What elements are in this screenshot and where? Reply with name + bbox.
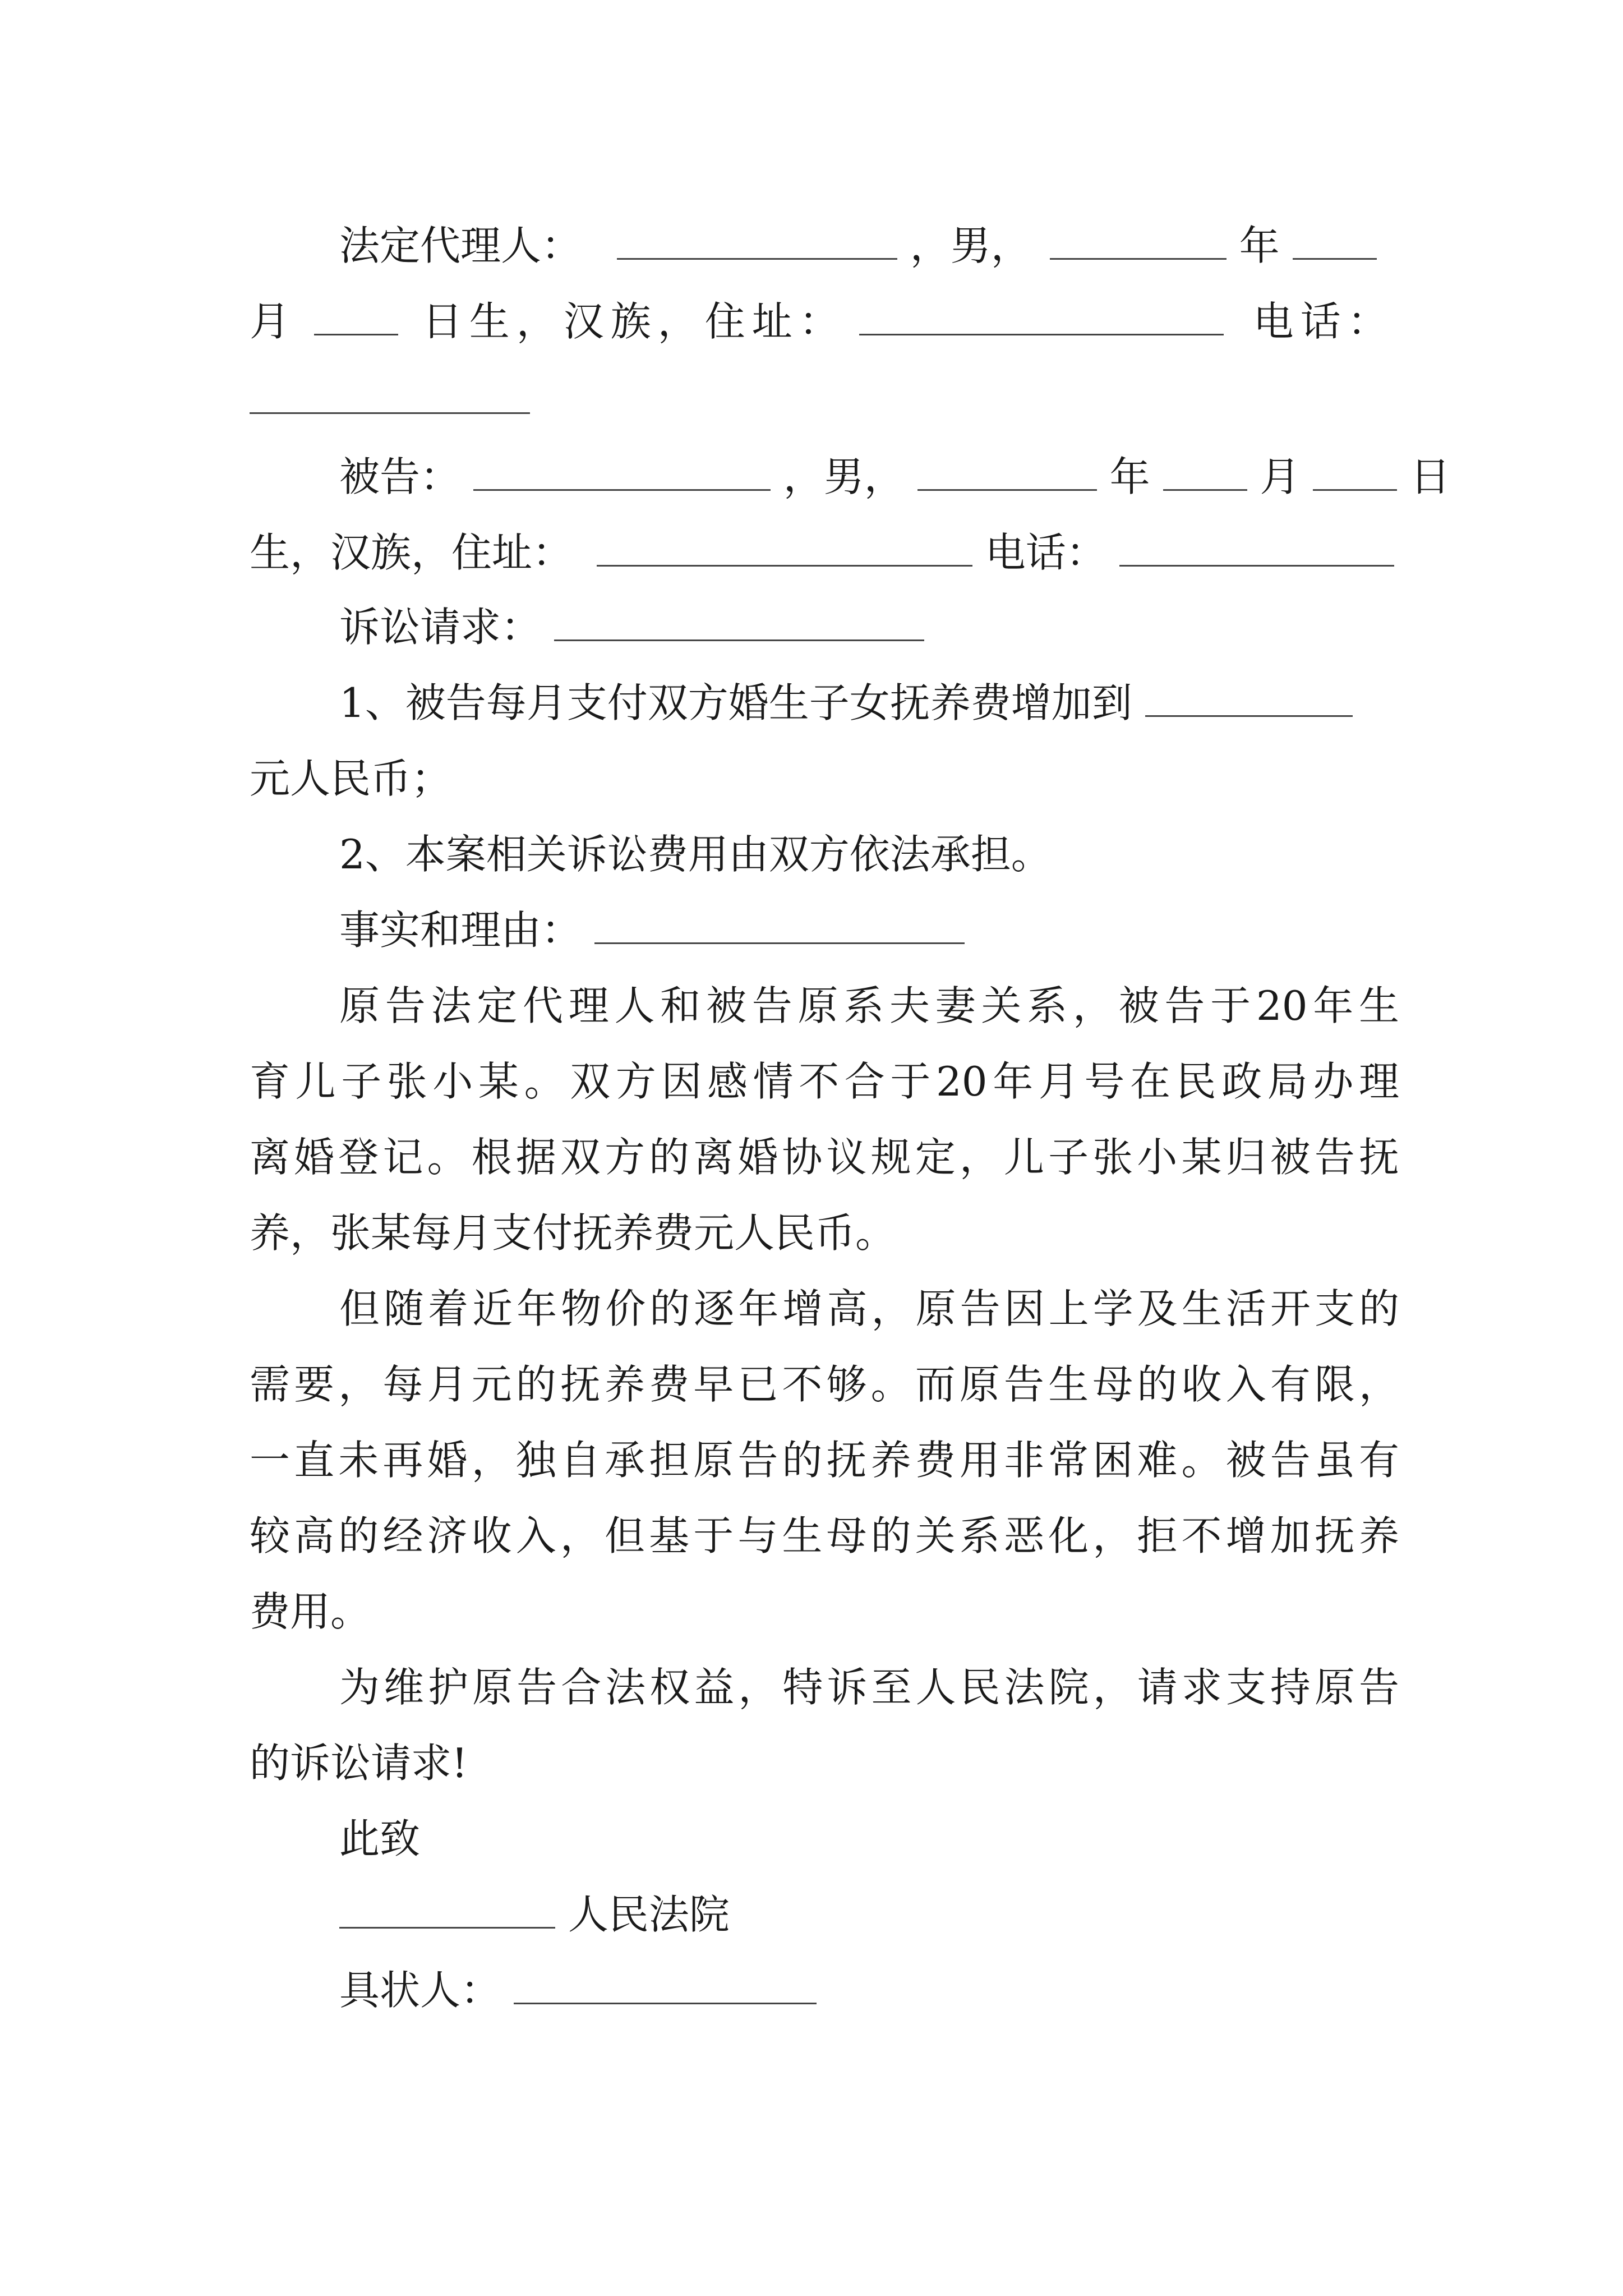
claim-1-amount-blank[interactable] — [1145, 671, 1353, 717]
facts-blank[interactable] — [594, 899, 965, 944]
legal-rep-year-blank[interactable] — [1050, 214, 1227, 260]
legal-rep-month-label: 月 — [250, 298, 291, 345]
claim-1-text: 1、被告每月支付双方婚生子女抚养费增加到 — [339, 679, 1132, 726]
legal-rep-name-blank[interactable] — [617, 214, 897, 260]
closing-salute: 此致 — [339, 1815, 421, 1862]
defendant-month-label: 月 — [1260, 453, 1301, 500]
legal-rep-year-label: 年 — [1239, 222, 1280, 269]
claims-blank[interactable] — [554, 596, 924, 641]
claim-2-text: 2、本案相关诉讼费用由双方依法承担。 — [339, 831, 1052, 878]
legal-rep-sex: ，男， — [910, 222, 1031, 269]
closing-signer-line — [339, 1951, 1399, 2030]
claim-1-unit: 元人民币； — [250, 755, 452, 802]
facts-p1-line: 育儿子张小某。双方因感情不合于20年月号在民政局办理 — [250, 1058, 1399, 1105]
defendant-month-blank[interactable] — [1163, 445, 1247, 491]
facts-p2-line: 费用。 — [250, 1588, 371, 1635]
facts-label: 事实和理由： — [339, 907, 582, 954]
facts-p3-line: 为维护原告合法权益，特诉至人民法院，请求支持原告 — [339, 1664, 1399, 1711]
legal-rep-line-2 — [250, 282, 1399, 361]
facts-p1-line: 养，张某每月支付抚养费元人民币。 — [250, 1209, 896, 1257]
defendant-address-blank[interactable] — [597, 521, 972, 567]
legal-rep-line-1 — [339, 206, 1399, 285]
legal-rep-month-blank[interactable] — [1293, 214, 1377, 260]
claim-1-line-1 — [339, 664, 1399, 742]
facts-p1-line: 离婚登记。根据双方的离婚协议规定，儿子张小某归被告抚 — [250, 1134, 1399, 1181]
defendant-sex: ，男， — [783, 453, 905, 500]
defendant-day-blank[interactable] — [1313, 445, 1397, 491]
closing-court-line — [339, 1875, 1399, 1954]
defendant-born: 生，汉族，住址： — [250, 529, 573, 576]
claim-1-line-2 — [250, 739, 1399, 818]
court-name-blank[interactable] — [339, 1883, 555, 1929]
facts-p1-line: 原告法定代理人和被告原系夫妻关系，被告于20年生 — [339, 982, 1399, 1029]
defendant-line-2 — [250, 513, 1399, 592]
claims-label: 诉讼请求： — [339, 604, 542, 651]
legal-rep-label: 法定代理人： — [339, 222, 582, 269]
defendant-year-blank[interactable] — [917, 445, 1097, 491]
legal-rep-address-blank[interactable] — [859, 290, 1224, 335]
legal-rep-phone-label: 电话： — [1253, 298, 1395, 345]
legal-rep-phone-blank[interactable] — [250, 412, 530, 414]
facts-p2-line: 需要，每月元的抚养费早已不够。而原告生母的收入有限， — [250, 1361, 1399, 1408]
claim-2 — [339, 815, 1399, 894]
facts-p2-line: 一直未再婚，独自承担原告的抚养费用非常困难。被告虽有 — [250, 1437, 1399, 1484]
signer-label: 具状人： — [339, 1967, 501, 2014]
facts-p2-line: 较高的经济收入，但基于与生母的关系恶化，拒不增加抚养 — [250, 1512, 1399, 1559]
defendant-name-blank[interactable] — [473, 445, 771, 491]
facts-p3-line: 的诉讼请求! — [250, 1740, 468, 1787]
defendant-day-label: 日 — [1410, 453, 1451, 500]
defendant-year-label: 年 — [1109, 453, 1150, 500]
defendant-phone-blank[interactable] — [1119, 521, 1394, 567]
court-label: 人民法院 — [568, 1891, 730, 1938]
legal-rep-born: 日生，汉族，住址： — [422, 298, 846, 345]
defendant-label: 被告： — [339, 453, 461, 500]
claims-heading — [339, 588, 1399, 666]
legal-rep-day-blank[interactable] — [314, 290, 398, 335]
facts-p2-line: 但随着近年物价的逐年增高，原告因上学及生活开支的 — [339, 1285, 1399, 1332]
defendant-phone-label: 电话： — [985, 529, 1106, 576]
facts-heading — [339, 891, 1399, 969]
signer-blank[interactable] — [514, 1959, 817, 2004]
defendant-line-1 — [339, 438, 1451, 516]
